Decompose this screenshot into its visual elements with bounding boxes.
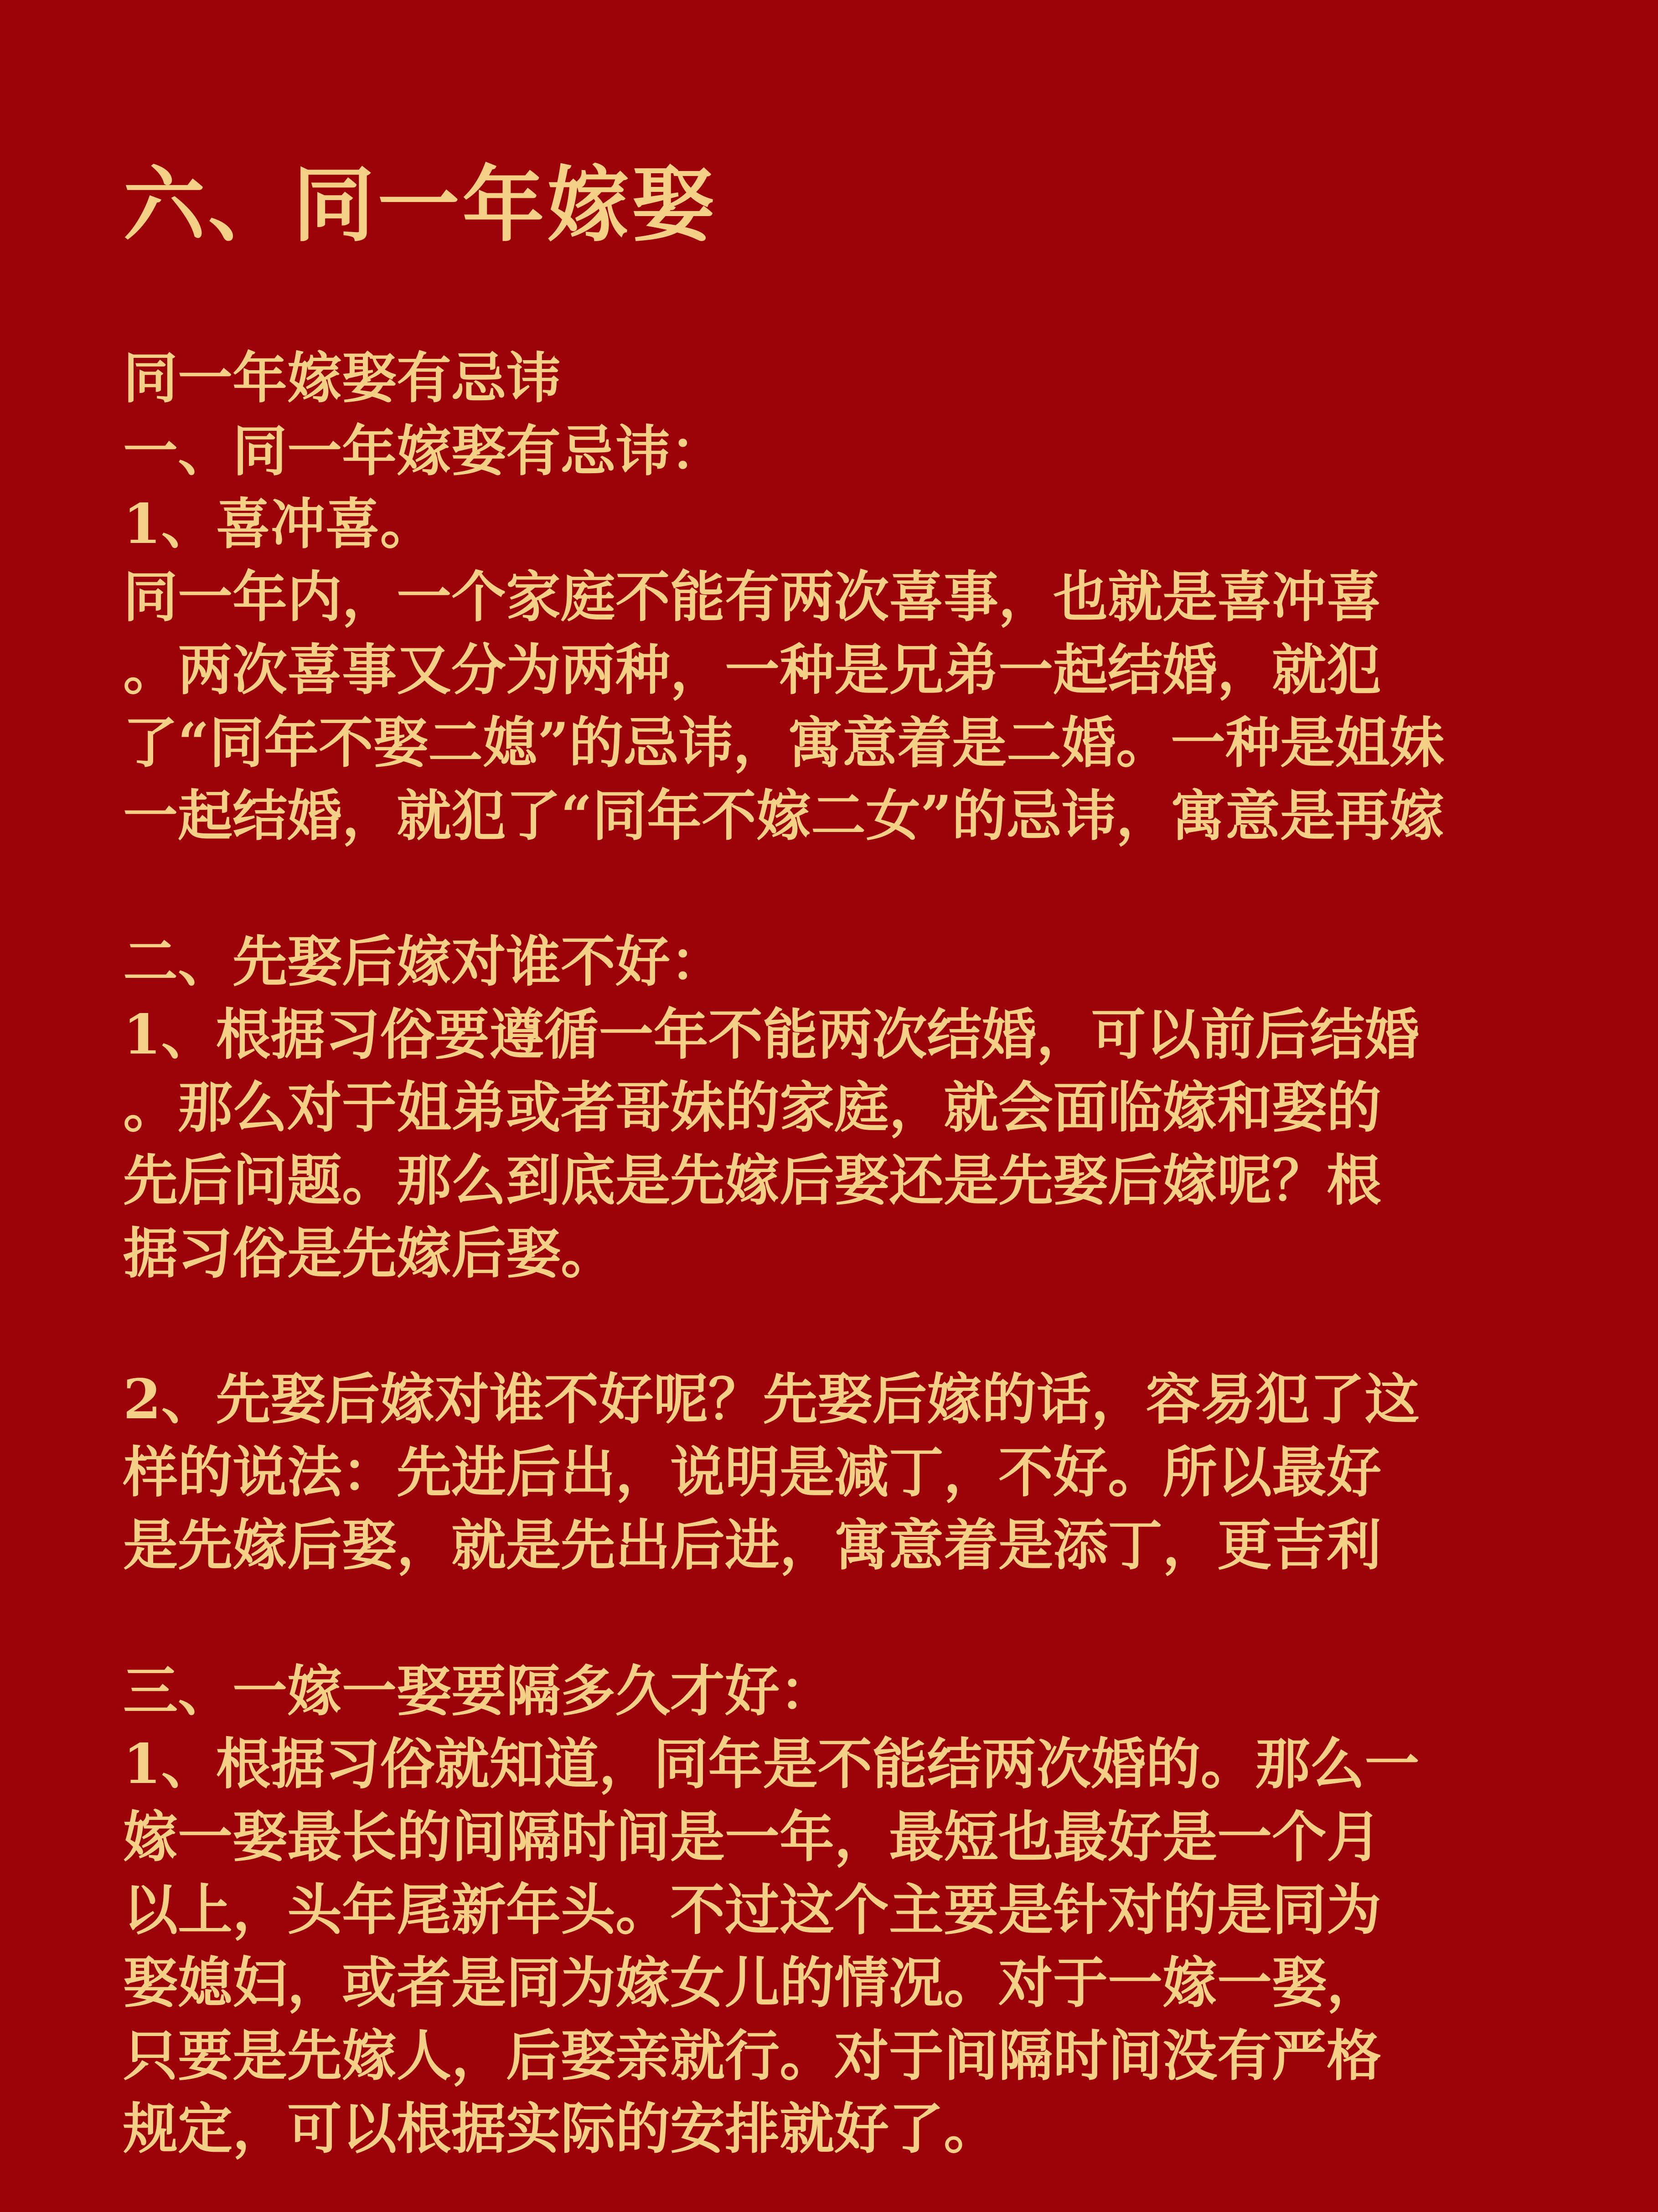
text-line: 。两次喜事又分为两种，一种是兄弟一起结婚，就犯 [123, 638, 1381, 702]
document-page [123, 150, 1627, 2165]
section-heading: 三、一嫁一娶要隔多久才好： [123, 1659, 834, 1723]
text-line: 1、根据习俗要遵循一年不能两次结婚，可以前后结婚 [123, 1003, 1420, 1067]
text-line: 同一年内，一个家庭不能有两次喜事，也就是喜冲喜 [123, 565, 1381, 629]
page-title: 六、同一年嫁娶 [123, 157, 717, 253]
text-line: 嫁一娶最长的间隔时间是一年，最短也最好是一个月 [123, 1805, 1381, 1869]
text-line: 样的说法：先进后出，说明是减丁，不好。所以最好 [123, 1440, 1381, 1504]
text-line: 娶媳妇，或者是同为嫁女儿的情况。对于一嫁一娶， [123, 1951, 1381, 2015]
text-line: 据习俗是先嫁后娶。 [123, 1221, 615, 1286]
body-text [123, 342, 1627, 2165]
text-line: 一起结婚，就犯了“同年不嫁二女”的忌讳，寓意是再嫁 [123, 784, 1445, 848]
text-line: 规定，可以根据实际的安排就好了。 [123, 2097, 998, 2161]
section-heading: 一、同一年嫁娶有忌讳： [123, 419, 725, 483]
text-line: 以上，头年尾新年头。不过这个主要是针对的是同为 [123, 1878, 1381, 1942]
paragraph-gap [123, 1582, 1627, 1655]
section-heading: 二、先娶后嫁对谁不好： [123, 930, 725, 994]
text-line: 了“同年不娶二媳”的忌讳，寓意着是二婚。一种是姐妹 [123, 711, 1445, 775]
text-line: 是先嫁后娶，就是先出后进，寓意着是添丁，更吉利 [123, 1513, 1381, 1577]
text-line: 同一年嫁娶有忌讳 [123, 346, 561, 410]
text-line: 先后问题。那么到底是先嫁后娶还是先娶后嫁呢？根 [123, 1148, 1381, 1213]
paragraph-gap [123, 1290, 1627, 1363]
text-line: 1、根据习俗就知道，同年是不能结两次婚的。那么一 [123, 1732, 1420, 1796]
text-line: 2、先娶后嫁对谁不好呢？先娶后嫁的话，容易犯了这 [123, 1367, 1420, 1432]
text-line: 只要是先嫁人，后娶亲就行。对于间隔时间没有严格 [123, 2024, 1381, 2088]
paragraph-gap [123, 853, 1627, 925]
text-line: 1、喜冲喜。 [123, 492, 435, 556]
text-line: 。那么对于姐弟或者哥妹的家庭，就会面临嫁和娶的 [123, 1075, 1381, 1140]
